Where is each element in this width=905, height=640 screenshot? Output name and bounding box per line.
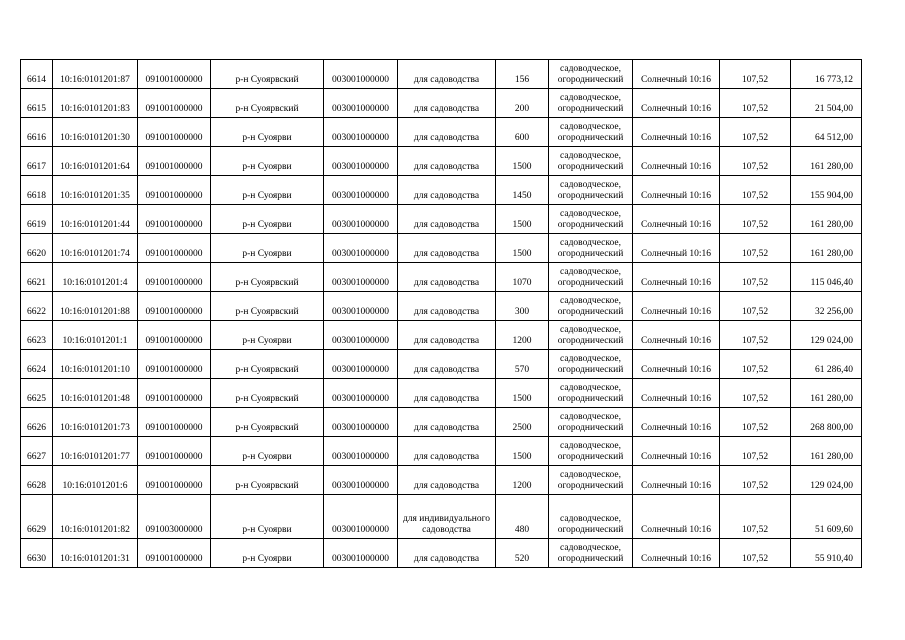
purpose-cell: для садоводства xyxy=(398,147,496,176)
locality-cell: Солнечный 10:16 xyxy=(633,379,720,408)
table-row xyxy=(21,60,862,89)
cadastral-number-cell: 10:16:0101201:83 xyxy=(53,89,138,118)
cadastral-number-cell: 10:16:0101201:10 xyxy=(53,350,138,379)
rate-cell: 107,52 xyxy=(720,539,791,568)
land-use-cell: садоводческое, огороднический xyxy=(549,263,633,292)
rate-cell: 107,52 xyxy=(720,350,791,379)
locality-cell: Солнечный 10:16 xyxy=(633,466,720,495)
oktmo-code-cell: 003001000000 xyxy=(324,89,398,118)
cadastral-value-cell: 55 910,40 xyxy=(791,539,862,568)
area-cell: 2500 xyxy=(496,408,549,437)
cadastral-number-cell: 10:16:0101201:64 xyxy=(53,147,138,176)
cadastral-value-cell: 129 024,00 xyxy=(791,321,862,350)
cadastral-value-cell: 161 280,00 xyxy=(791,234,862,263)
cadastral-number-cell: 10:16:0101201:48 xyxy=(53,379,138,408)
okato-code-cell: 091001000000 xyxy=(138,263,211,292)
cadastral-number-cell: 10:16:0101201:35 xyxy=(53,176,138,205)
rate-cell: 107,52 xyxy=(720,176,791,205)
locality-cell: Солнечный 10:16 xyxy=(633,60,720,89)
cadastral-value-cell: 51 609,60 xyxy=(791,495,862,539)
locality-cell: Солнечный 10:16 xyxy=(633,350,720,379)
okato-code-cell: 091001000000 xyxy=(138,292,211,321)
cadastral-number-cell: 10:16:0101201:1 xyxy=(53,321,138,350)
row-number-cell: 6615 xyxy=(21,89,53,118)
land-use-cell: садоводческое, огороднический xyxy=(549,466,633,495)
land-use-cell: садоводческое, огороднический xyxy=(549,176,633,205)
table-row xyxy=(21,147,862,176)
area-cell: 1070 xyxy=(496,263,549,292)
oktmo-code-cell: 003001000000 xyxy=(324,466,398,495)
oktmo-code-cell: 003001000000 xyxy=(324,408,398,437)
okato-code-cell: 091001000000 xyxy=(138,321,211,350)
cadastral-number-cell: 10:16:0101201:73 xyxy=(53,408,138,437)
locality-cell: Солнечный 10:16 xyxy=(633,147,720,176)
rate-cell: 107,52 xyxy=(720,60,791,89)
locality-cell: Солнечный 10:16 xyxy=(633,495,720,539)
table-row xyxy=(21,176,862,205)
table-row xyxy=(21,263,862,292)
area-cell: 480 xyxy=(496,495,549,539)
purpose-cell: для садоводства xyxy=(398,321,496,350)
purpose-cell: для садоводства xyxy=(398,292,496,321)
district-cell: р-н Суоярвский xyxy=(211,466,324,495)
rate-cell: 107,52 xyxy=(720,321,791,350)
rate-cell: 107,52 xyxy=(720,408,791,437)
locality-cell: Солнечный 10:16 xyxy=(633,89,720,118)
land-use-cell: садоводческое, огороднический xyxy=(549,321,633,350)
district-cell: р-н Суоярви xyxy=(211,234,324,263)
table-body xyxy=(21,60,862,568)
locality-cell: Солнечный 10:16 xyxy=(633,234,720,263)
area-cell: 1200 xyxy=(496,466,549,495)
okato-code-cell: 091001000000 xyxy=(138,539,211,568)
purpose-cell: для садоводства xyxy=(398,60,496,89)
land-use-cell: садоводческое, огороднический xyxy=(549,89,633,118)
row-number-cell: 6618 xyxy=(21,176,53,205)
district-cell: р-н Суоярви xyxy=(211,539,324,568)
oktmo-code-cell: 003001000000 xyxy=(324,350,398,379)
area-cell: 520 xyxy=(496,539,549,568)
district-cell: р-н Суоярвский xyxy=(211,350,324,379)
oktmo-code-cell: 003001000000 xyxy=(324,205,398,234)
oktmo-code-cell: 003001000000 xyxy=(324,234,398,263)
land-use-cell: садоводческое, огороднический xyxy=(549,437,633,466)
area-cell: 1500 xyxy=(496,147,549,176)
oktmo-code-cell: 003001000000 xyxy=(324,147,398,176)
purpose-cell: для садоводства xyxy=(398,89,496,118)
land-use-cell: садоводческое, огороднический xyxy=(549,118,633,147)
district-cell: р-н Суоярвский xyxy=(211,89,324,118)
locality-cell: Солнечный 10:16 xyxy=(633,321,720,350)
row-number-cell: 6628 xyxy=(21,466,53,495)
oktmo-code-cell: 003001000000 xyxy=(324,495,398,539)
cadastral-number-cell: 10:16:0101201:4 xyxy=(53,263,138,292)
cadastral-number-cell: 10:16:0101201:82 xyxy=(53,495,138,539)
land-use-cell: садоводческое, огороднический xyxy=(549,292,633,321)
district-cell: р-н Суоярвский xyxy=(211,292,324,321)
rate-cell: 107,52 xyxy=(720,263,791,292)
table-row xyxy=(21,379,862,408)
purpose-cell: для садоводства xyxy=(398,205,496,234)
purpose-cell: для садоводства xyxy=(398,176,496,205)
district-cell: р-н Суоярви xyxy=(211,147,324,176)
locality-cell: Солнечный 10:16 xyxy=(633,263,720,292)
cadastral-value-cell: 61 286,40 xyxy=(791,350,862,379)
area-cell: 1500 xyxy=(496,234,549,263)
land-use-cell: садоводческое, огороднический xyxy=(549,147,633,176)
land-use-cell: садоводческое, огороднический xyxy=(549,205,633,234)
cadastral-value-cell: 155 904,00 xyxy=(791,176,862,205)
table-row xyxy=(21,292,862,321)
land-use-cell: садоводческое, огороднический xyxy=(549,60,633,89)
area-cell: 1200 xyxy=(496,321,549,350)
cadastral-value-cell: 32 256,00 xyxy=(791,292,862,321)
table-row xyxy=(21,205,862,234)
row-number-cell: 6614 xyxy=(21,60,53,89)
district-cell: р-н Суоярви xyxy=(211,205,324,234)
district-cell: р-н Суоярви xyxy=(211,495,324,539)
row-number-cell: 6626 xyxy=(21,408,53,437)
area-cell: 300 xyxy=(496,292,549,321)
okato-code-cell: 091001000000 xyxy=(138,118,211,147)
locality-cell: Солнечный 10:16 xyxy=(633,437,720,466)
okato-code-cell: 091001000000 xyxy=(138,234,211,263)
purpose-cell: для садоводства xyxy=(398,539,496,568)
okato-code-cell: 091001000000 xyxy=(138,147,211,176)
rate-cell: 107,52 xyxy=(720,118,791,147)
table-row xyxy=(21,495,862,539)
district-cell: р-н Суоярви xyxy=(211,118,324,147)
row-number-cell: 6620 xyxy=(21,234,53,263)
land-parcel-table xyxy=(20,59,862,568)
cadastral-value-cell: 161 280,00 xyxy=(791,379,862,408)
purpose-cell: для садоводства xyxy=(398,234,496,263)
land-use-cell: садоводческое, огороднический xyxy=(549,234,633,263)
oktmo-code-cell: 003001000000 xyxy=(324,321,398,350)
purpose-cell: для садоводства xyxy=(398,379,496,408)
table-row xyxy=(21,89,862,118)
row-number-cell: 6629 xyxy=(21,495,53,539)
locality-cell: Солнечный 10:16 xyxy=(633,176,720,205)
cadastral-value-cell: 161 280,00 xyxy=(791,205,862,234)
locality-cell: Солнечный 10:16 xyxy=(633,118,720,147)
cadastral-value-cell: 64 512,00 xyxy=(791,118,862,147)
okato-code-cell: 091001000000 xyxy=(138,437,211,466)
rate-cell: 107,52 xyxy=(720,292,791,321)
area-cell: 200 xyxy=(496,89,549,118)
oktmo-code-cell: 003001000000 xyxy=(324,539,398,568)
locality-cell: Солнечный 10:16 xyxy=(633,292,720,321)
oktmo-code-cell: 003001000000 xyxy=(324,176,398,205)
cadastral-number-cell: 10:16:0101201:30 xyxy=(53,118,138,147)
rate-cell: 107,52 xyxy=(720,466,791,495)
purpose-cell: для садоводства xyxy=(398,408,496,437)
cadastral-value-cell: 16 773,12 xyxy=(791,60,862,89)
district-cell: р-н Суоярви xyxy=(211,176,324,205)
land-use-cell: садоводческое, огороднический xyxy=(549,379,633,408)
rate-cell: 107,52 xyxy=(720,147,791,176)
land-use-cell: садоводческое, огороднический xyxy=(549,539,633,568)
cadastral-value-cell: 161 280,00 xyxy=(791,147,862,176)
cadastral-number-cell: 10:16:0101201:77 xyxy=(53,437,138,466)
rate-cell: 107,52 xyxy=(720,437,791,466)
oktmo-code-cell: 003001000000 xyxy=(324,60,398,89)
table-row xyxy=(21,437,862,466)
area-cell: 600 xyxy=(496,118,549,147)
row-number-cell: 6625 xyxy=(21,379,53,408)
purpose-cell: для садоводства xyxy=(398,263,496,292)
rate-cell: 107,52 xyxy=(720,234,791,263)
area-cell: 1450 xyxy=(496,176,549,205)
area-cell: 570 xyxy=(496,350,549,379)
oktmo-code-cell: 003001000000 xyxy=(324,118,398,147)
okato-code-cell: 091001000000 xyxy=(138,176,211,205)
district-cell: р-н Суоярвский xyxy=(211,60,324,89)
okato-code-cell: 091001000000 xyxy=(138,205,211,234)
rate-cell: 107,52 xyxy=(720,379,791,408)
purpose-cell: для садоводства xyxy=(398,350,496,379)
okato-code-cell: 091001000000 xyxy=(138,466,211,495)
purpose-cell: для индивидуального садоводства xyxy=(398,495,496,539)
land-use-cell: садоводческое, огороднический xyxy=(549,350,633,379)
area-cell: 1500 xyxy=(496,437,549,466)
table-row xyxy=(21,539,862,568)
district-cell: р-н Суоярви xyxy=(211,437,324,466)
row-number-cell: 6630 xyxy=(21,539,53,568)
oktmo-code-cell: 003001000000 xyxy=(324,437,398,466)
row-number-cell: 6627 xyxy=(21,437,53,466)
oktmo-code-cell: 003001000000 xyxy=(324,292,398,321)
district-cell: р-н Суоярви xyxy=(211,321,324,350)
table-row xyxy=(21,234,862,263)
cadastral-number-cell: 10:16:0101201:31 xyxy=(53,539,138,568)
row-number-cell: 6617 xyxy=(21,147,53,176)
okato-code-cell: 091001000000 xyxy=(138,60,211,89)
okato-code-cell: 091001000000 xyxy=(138,89,211,118)
locality-cell: Солнечный 10:16 xyxy=(633,539,720,568)
cadastral-value-cell: 268 800,00 xyxy=(791,408,862,437)
row-number-cell: 6616 xyxy=(21,118,53,147)
cadastral-number-cell: 10:16:0101201:74 xyxy=(53,234,138,263)
oktmo-code-cell: 003001000000 xyxy=(324,263,398,292)
oktmo-code-cell: 003001000000 xyxy=(324,379,398,408)
table-row xyxy=(21,321,862,350)
district-cell: р-н Суоярвский xyxy=(211,379,324,408)
locality-cell: Солнечный 10:16 xyxy=(633,205,720,234)
okato-code-cell: 091001000000 xyxy=(138,379,211,408)
area-cell: 156 xyxy=(496,60,549,89)
land-use-cell: садоводческое, огороднический xyxy=(549,408,633,437)
district-cell: р-н Суоярвский xyxy=(211,263,324,292)
cadastral-value-cell: 115 046,40 xyxy=(791,263,862,292)
purpose-cell: для садоводства xyxy=(398,437,496,466)
cadastral-number-cell: 10:16:0101201:88 xyxy=(53,292,138,321)
row-number-cell: 6619 xyxy=(21,205,53,234)
area-cell: 1500 xyxy=(496,379,549,408)
row-number-cell: 6622 xyxy=(21,292,53,321)
row-number-cell: 6621 xyxy=(21,263,53,292)
purpose-cell: для садоводства xyxy=(398,466,496,495)
land-use-cell: садоводческое, огороднический xyxy=(549,495,633,539)
okato-code-cell: 091003000000 xyxy=(138,495,211,539)
table-row xyxy=(21,466,862,495)
rate-cell: 107,52 xyxy=(720,205,791,234)
row-number-cell: 6623 xyxy=(21,321,53,350)
row-number-cell: 6624 xyxy=(21,350,53,379)
cadastral-number-cell: 10:16:0101201:44 xyxy=(53,205,138,234)
cadastral-number-cell: 10:16:0101201:87 xyxy=(53,60,138,89)
okato-code-cell: 091001000000 xyxy=(138,350,211,379)
cadastral-value-cell: 129 024,00 xyxy=(791,466,862,495)
cadastral-value-cell: 21 504,00 xyxy=(791,89,862,118)
okato-code-cell: 091001000000 xyxy=(138,408,211,437)
table-row xyxy=(21,118,862,147)
table-row xyxy=(21,408,862,437)
district-cell: р-н Суоярвский xyxy=(211,408,324,437)
table-row xyxy=(21,350,862,379)
cadastral-value-cell: 161 280,00 xyxy=(791,437,862,466)
area-cell: 1500 xyxy=(496,205,549,234)
cadastral-number-cell: 10:16:0101201:6 xyxy=(53,466,138,495)
locality-cell: Солнечный 10:16 xyxy=(633,408,720,437)
purpose-cell: для садоводства xyxy=(398,118,496,147)
rate-cell: 107,52 xyxy=(720,89,791,118)
rate-cell: 107,52 xyxy=(720,495,791,539)
